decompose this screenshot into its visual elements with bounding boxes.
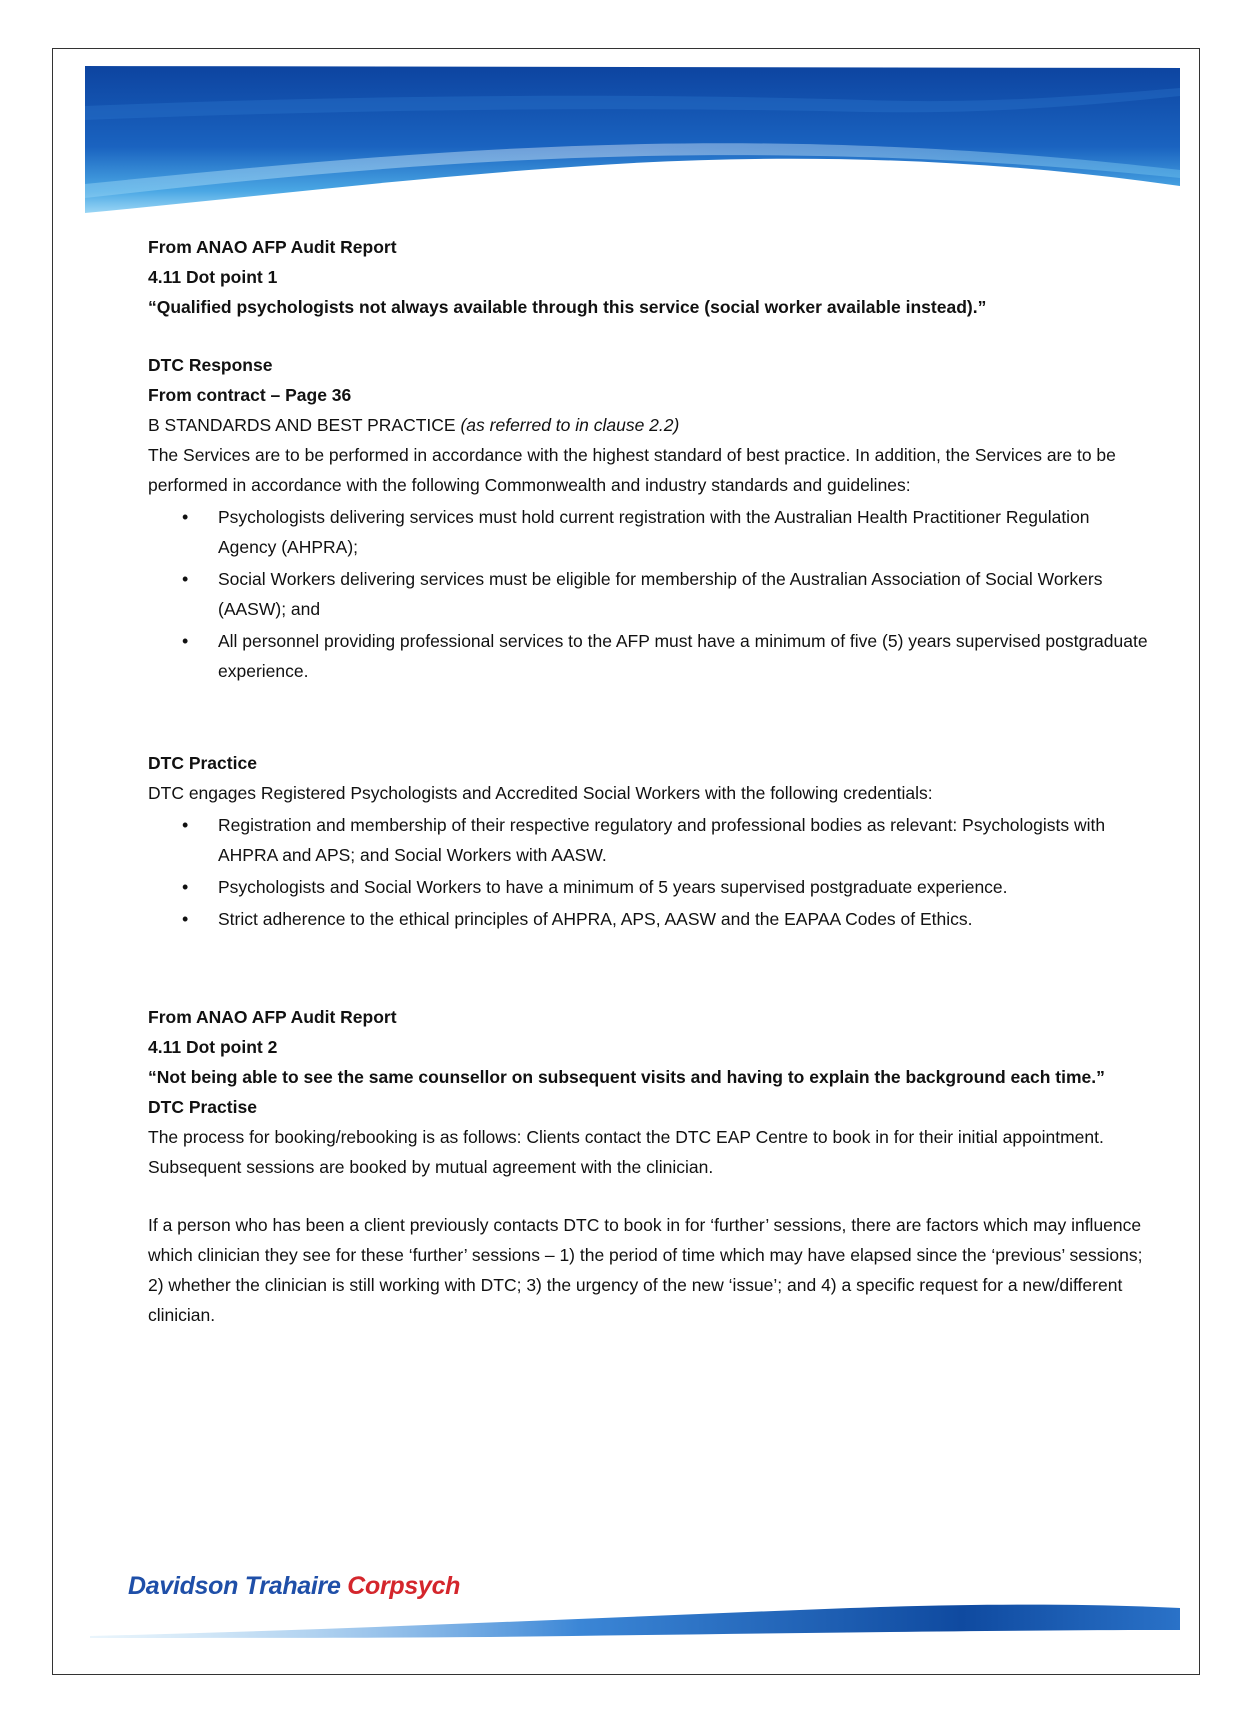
standards-title: B STANDARDS AND BEST PRACTICE (148, 415, 456, 435)
list-item: • Psychologists delivering services must hold current registration with the Australian Health Practitioner Regulation Agency (AHPRA); (218, 502, 1148, 562)
list-item: • Registration and membership of their respective regulatory and professional bodies as relevant: Psychologists with AHPRA and APS; and Social Workers with AASW. (218, 810, 1148, 870)
list-item: • Psychologists and Social Workers to have a minimum of 5 years supervised postgraduate experience. (218, 872, 1148, 902)
practice-heading: DTC Practice (148, 753, 257, 773)
section2-quote: “Not being able to see the same counsellor on subsequent visits and having to explain the background each time.” (148, 1067, 1105, 1087)
practice-bullet-list (148, 810, 1148, 934)
document-body (148, 232, 1148, 1330)
footer-wave (90, 1600, 1180, 1640)
practice-body: DTC engages Registered Psychologists and Accredited Social Workers with the following credentials: (148, 783, 933, 803)
standards-line (148, 410, 1148, 440)
section1-source: From ANAO AFP Audit Report (148, 237, 397, 257)
response-bullet-list (148, 502, 1148, 686)
logo-text-accent: Corpsych (347, 1572, 461, 1600)
practise-heading: DTC Practise (148, 1097, 257, 1117)
response-heading: DTC Response (148, 355, 273, 375)
list-item: • Strict adherence to the ethical principles of AHPRA, APS, AASW and the EAPAA Codes of Ethics. (218, 904, 1148, 934)
list-item: • Social Workers delivering services must be eligible for membership of the Australian Association of Social Workers (AASW); and (218, 564, 1148, 624)
response-body: The Services are to be performed in accordance with the highest standard of best practice. In addition, the Services are to be performed in accordance with the following Commonwealth and industry standards and guidelines: (148, 445, 1116, 495)
standards-note: (as referred to in clause 2.2) (460, 415, 680, 435)
section1-quote: “Qualified psychologists not always available through this service (social worker available instead).” (148, 297, 987, 317)
list-item: • All personnel providing professional services to the AFP must have a minimum of five (5) years supervised postgraduate experience. (218, 626, 1148, 686)
logo-text-primary: Davidson Trahaire (128, 1572, 341, 1600)
company-logo (128, 1572, 460, 1601)
further-sessions-paragraph: If a person who has been a client previously contacts DTC to book in for ‘further’ sessions, there are factors which may influence which clinician they see for these ‘further’ sessions – 1) the period of time which may have elapsed since the ‘previous’ sessions; 2) whether the clinician is still working with DTC; 3) the urgency of the new ‘issue’; and 4) a specific request for a new/different clinician. (148, 1215, 1143, 1325)
section2-point: 4.11 Dot point 2 (148, 1037, 278, 1057)
contract-reference: From contract – Page 36 (148, 385, 352, 405)
section2-source: From ANAO AFP Audit Report (148, 1007, 397, 1027)
section1-point: 4.11 Dot point 1 (148, 267, 278, 287)
booking-paragraph: The process for booking/rebooking is as follows: Clients contact the DTC EAP Centre to book in for their initial appointment. Subsequent sessions are booked by mutual agreement with the clinician. (148, 1127, 1104, 1177)
header-wave-banner (85, 66, 1180, 213)
